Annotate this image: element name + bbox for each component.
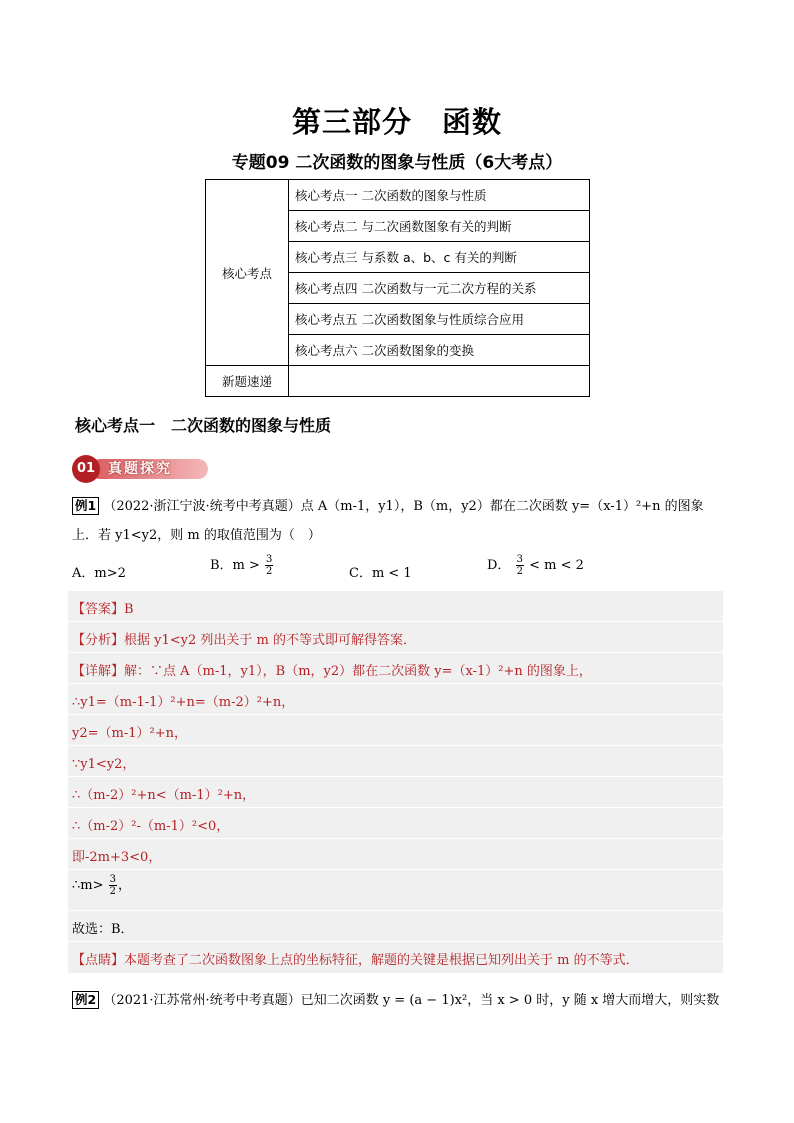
option-c: C．m < 1 bbox=[349, 566, 412, 581]
step-line: ∴（m-2）²+n<（m-1）²+n， bbox=[72, 788, 256, 803]
comment-line bbox=[72, 949, 639, 968]
step-line: ∴y1=（m-1-1）²+n=（m-2）²+n， bbox=[72, 695, 295, 710]
topic-title: 专题09 二次函数的图象与性质（6大考点） bbox=[231, 153, 563, 173]
option-b-fraction: $\frac{3}{2}$ bbox=[266, 554, 273, 577]
analysis-line bbox=[72, 629, 416, 648]
core-point-item: 核心考点一 二次函数的图象与性质 bbox=[289, 180, 590, 211]
option-d-fraction: $\frac{3}{2}$ bbox=[516, 554, 523, 577]
example2-label: 例2 bbox=[72, 991, 99, 1009]
example1-line1 bbox=[72, 495, 704, 515]
option-b bbox=[210, 554, 274, 577]
core-point-item: 核心考点五 二次函数图象与性质综合应用 bbox=[289, 304, 590, 335]
option-b-text: B．m > bbox=[210, 558, 260, 573]
option-a: A．m>2 bbox=[72, 566, 126, 581]
example1-question-line1: 点 A（m-1，y1），B（m，y2）都在二次函数 y=（x-1）²+n 的图象 bbox=[300, 499, 704, 514]
detail-line bbox=[72, 660, 592, 679]
option-d-suffix: < m < 2 bbox=[529, 558, 584, 573]
analysis-text: 根据 y1<y2 列出关于 m 的不等式即可解得答案． bbox=[124, 633, 416, 648]
badge-number: 01 bbox=[72, 455, 100, 483]
option-d bbox=[487, 554, 584, 577]
new-questions-value bbox=[289, 366, 590, 397]
core-point-item: 核心考点四 二次函数与一元二次方程的关系 bbox=[289, 273, 590, 304]
answer-line bbox=[72, 598, 134, 617]
example2-line bbox=[72, 989, 719, 1009]
core-point-item: 核心考点三 与系数 a、b、c 有关的判断 bbox=[289, 242, 590, 273]
final-step-fraction: $\frac{3}{2}$ bbox=[109, 874, 117, 897]
analysis-tag: 【分析】 bbox=[72, 633, 125, 648]
comment-text: 本题考查了二次函数图象上点的坐标特征，解题的关键是根据已知列出关于 m 的不等式． bbox=[124, 953, 639, 968]
answer-tag: 【答案】 bbox=[72, 602, 125, 617]
example1-question-line2: 上．若 y1<y2，则 m 的取值范围为（ ） bbox=[72, 528, 321, 543]
answer-value: B bbox=[124, 602, 134, 617]
core-point-item: 核心考点六 二次函数图象的变换 bbox=[289, 335, 590, 366]
section-badge bbox=[72, 455, 210, 483]
part-title: 第三部分 函数 bbox=[291, 105, 502, 139]
detail-tag: 【详解】 bbox=[72, 664, 125, 679]
badge-text: 真题探究 bbox=[90, 459, 208, 479]
final-step-line bbox=[72, 874, 131, 897]
option-d-prefix: D． bbox=[487, 558, 511, 573]
step-line: ∴（m-2）²-（m-1）²<0， bbox=[72, 819, 230, 834]
core-points-table bbox=[205, 179, 590, 397]
step-line: 即-2m+3<0， bbox=[72, 850, 162, 865]
core-points-label: 核心考点 bbox=[206, 180, 289, 366]
detail-text: 解：∵点 A（m-1，y1），B（m，y2）都在二次函数 y=（x-1）²+n 的图象上， bbox=[124, 664, 592, 679]
section-heading: 核心考点一 二次函数的图象与性质 bbox=[75, 416, 332, 435]
comment-tag: 【点睛】 bbox=[72, 953, 125, 968]
step-line: ∵y1<y2， bbox=[72, 757, 136, 772]
solution-block bbox=[68, 591, 723, 973]
final-step-prefix: ∴m> bbox=[72, 878, 104, 893]
step-line: y2=（m-1）²+n， bbox=[72, 726, 187, 741]
example1-label: 例1 bbox=[72, 497, 99, 515]
choose-line: 故选：B． bbox=[72, 922, 134, 937]
new-questions-label: 新题速递 bbox=[206, 366, 289, 397]
example2-text: 已知二次函数 y = (a − 1)x²，当 x > 0 时，y 随 x 增大而增大，则实数 bbox=[300, 993, 720, 1008]
example1-source: （2022·浙江宁波·统考中考真题） bbox=[103, 499, 301, 514]
example2-source: （2021·江苏常州·统考中考真题） bbox=[103, 993, 301, 1008]
core-point-item: 核心考点二 与二次函数图象有关的判断 bbox=[289, 211, 590, 242]
final-step-suffix: ， bbox=[118, 878, 132, 893]
